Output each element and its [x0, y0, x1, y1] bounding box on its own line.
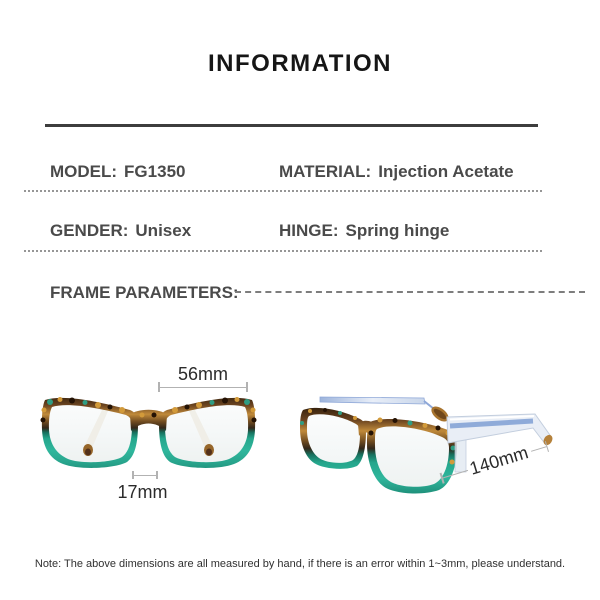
material-value: Injection Acetate: [378, 162, 514, 181]
model-value: FG1350: [124, 162, 186, 181]
lens-width-tick-right: [246, 382, 248, 392]
bridge-width-tick-left: [132, 471, 134, 479]
bridge-width-dimension-line: [132, 475, 157, 476]
bridge-width-label: 17mm: [117, 482, 168, 502]
model-label: MODEL:: [50, 162, 118, 181]
spec-gender: [50, 221, 191, 241]
title-underline: [45, 124, 538, 127]
dotted-divider-2: [24, 250, 542, 252]
hinge-value: Spring hinge: [345, 221, 450, 240]
gender-label: GENDER:: [50, 221, 129, 240]
temple-length-line-left: [442, 470, 467, 478]
frame-parameters-heading: FRAME PARAMETERS:: [50, 283, 239, 302]
lens-width-dimension-line: [158, 387, 247, 388]
gender-value: Unisex: [135, 221, 192, 240]
temple-length-tick-right: [544, 441, 549, 452]
spec-material: [279, 162, 514, 182]
dotted-divider-1: [24, 190, 542, 192]
page-title: INFORMATION: [207, 50, 393, 77]
spec-hinge: [279, 221, 449, 241]
bridge-width-tick-right: [156, 471, 158, 479]
measurement-disclaimer-note: Note: The above dimensions are all measured by hand, if there is an error within 1~3mm, please understand.: [34, 558, 566, 570]
temple-length-line-right: [530, 446, 546, 452]
material-label: MATERIAL:: [279, 162, 372, 181]
temple-length-label: 140mm: [467, 441, 531, 479]
spec-model: [50, 162, 185, 182]
hinge-label: HINGE:: [279, 221, 339, 240]
lens-width-label: 56mm: [177, 364, 228, 384]
frame-parameters-dashed-line: [235, 291, 585, 293]
lens-width-tick-left: [158, 382, 160, 392]
